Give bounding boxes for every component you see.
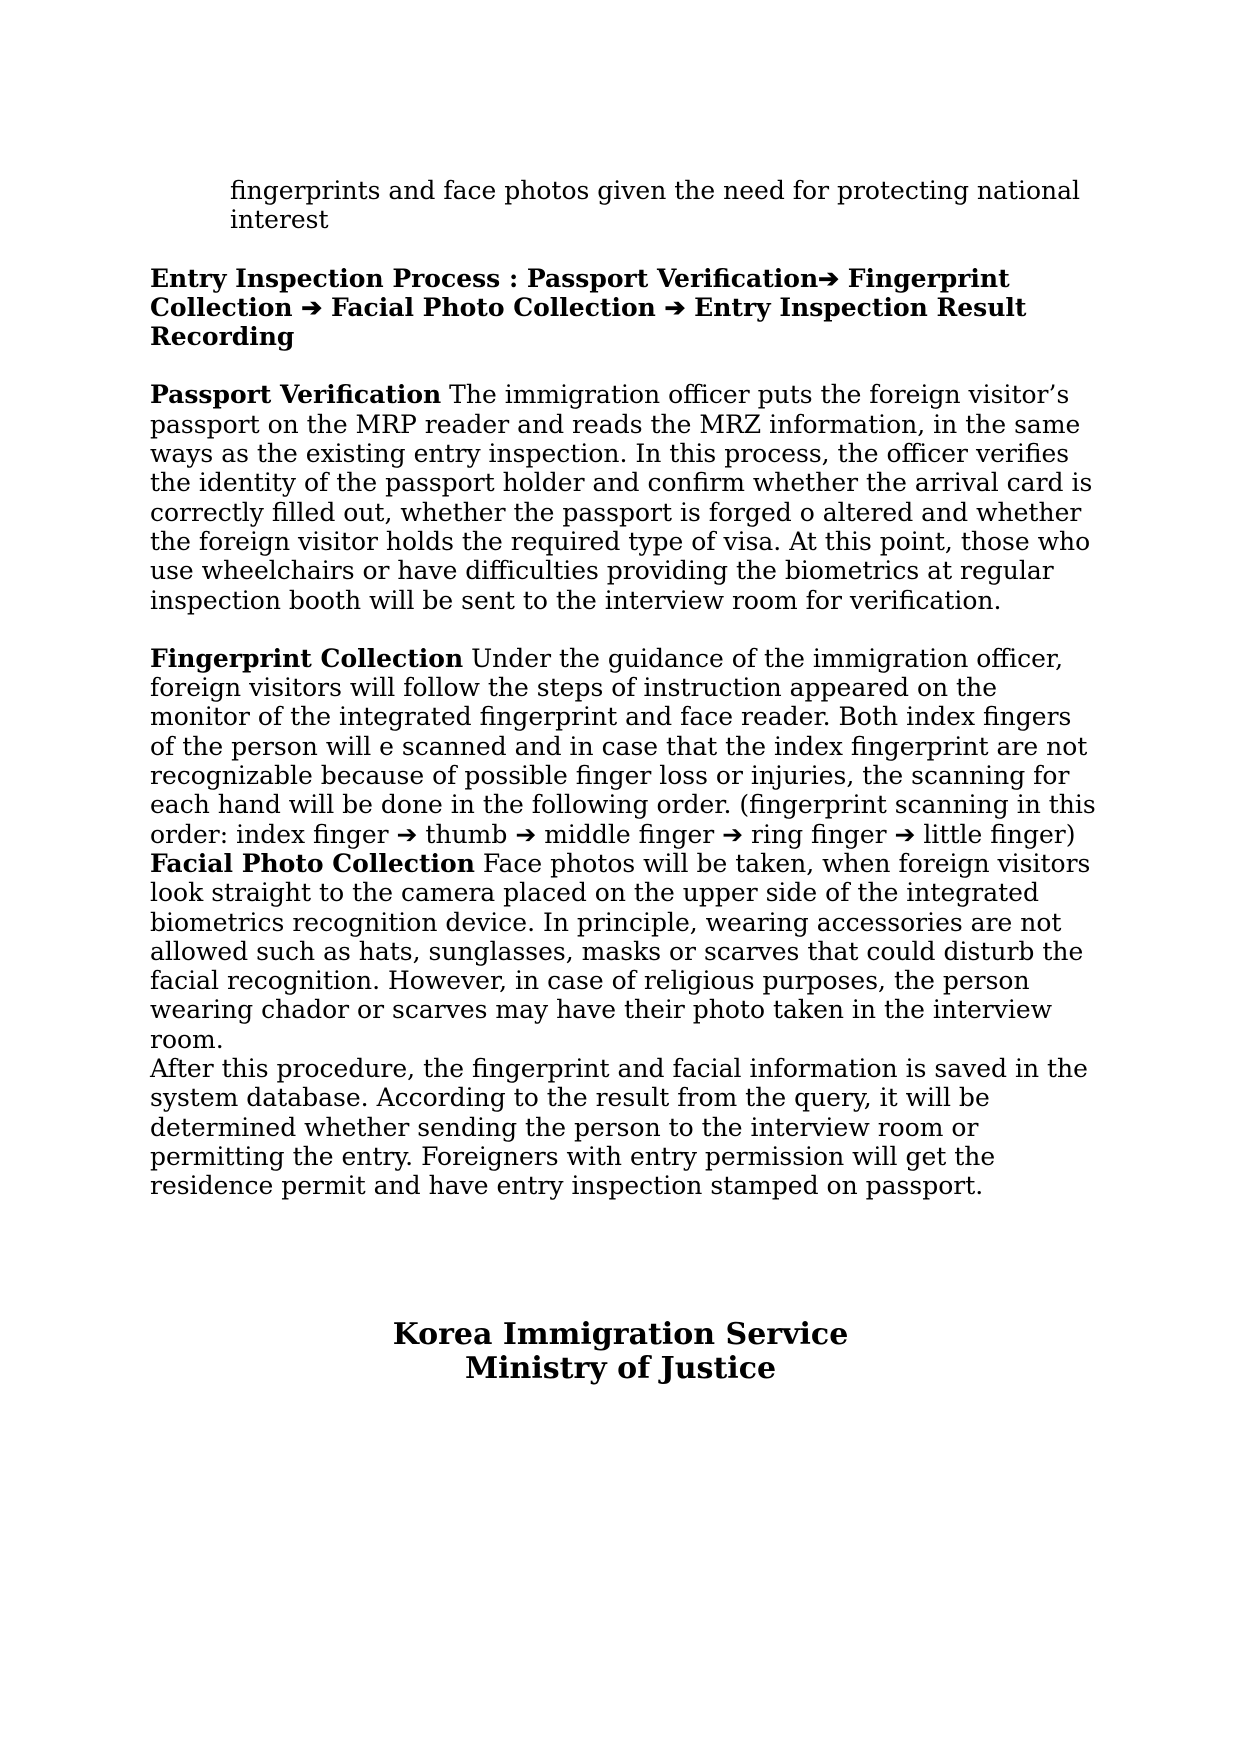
after-procedure-paragraph: After this procedure, the fingerprint and facial information is saved in the system database. According to the result from the query, it will be determined whether sending the person to the interview room or permitting the entry. Foreigners with entry permission will get the residence permit and have entry inspection stamped on passport. bbox=[150, 1054, 1088, 1201]
signature-ministry: Ministry of Justice bbox=[464, 1351, 777, 1386]
facial-photo-collection-term: Facial Photo Collection bbox=[150, 848, 475, 878]
facial-photo-collection-text: Face photos will be taken, when foreign visitors look straight to the camera placed on the upper side of the integrated biometrics recognition device. In principle, wearing accessories are not allowed such as hats, sunglasses, masks or scarves that could disturb the facial recognition. However, in case of religious purposes, the person wearing chador or scarves may have their photo taken in the interview room. bbox=[150, 848, 1091, 1054]
passport-verification-paragraph bbox=[150, 380, 1100, 614]
process-heading: Entry Inspection Process : Passport Verification➔ Fingerprint Collection ➔ Facial Photo Collection ➔ Entry Inspection Result Recording bbox=[150, 263, 1027, 352]
signature-organization: Korea Immigration Service bbox=[392, 1317, 849, 1352]
signature-block bbox=[0, 1318, 1241, 1386]
fingerprint-collection-text: Under the guidance of the immigration officer, foreign visitors will follow the steps of instruction appeared on the monitor of the integrated fingerprint and face reader. Both index fingers of the person will e scanned and in case that the index fingerprint are not recognizable because of possible finger loss or injuries, the scanning for each hand will be done in the following order. (fingerprint scanning in this order: index finger ➔ thumb ➔ middle finger ➔ ring finger ➔ little finger) bbox=[150, 643, 1096, 849]
passport-verification-text: The immigration officer puts the foreign visitor’s passport on the MRP reader and reads the MRZ information, in the same ways as the existing entry inspection. In this process, the officer verifies the identity of the passport holder and confirm whether the arrival card is correctly filled out, whether the passport is forged o altered and whether the foreign visitor holds the required type of visa. At this point, those who use wheelchairs or have difficulties providing the biometrics at regular inspection booth will be sent to the interview room for verification. bbox=[150, 380, 1093, 615]
fingerprint-collection-term: Fingerprint Collection bbox=[150, 643, 464, 673]
facial-photo-collection-paragraph bbox=[150, 849, 1100, 1054]
fingerprint-collection-paragraph bbox=[150, 644, 1100, 849]
continuation-text: fingerprints and face photos given the need for protecting national interest bbox=[230, 176, 1081, 235]
document-body bbox=[150, 176, 1100, 1201]
passport-verification-term: Passport Verification bbox=[150, 380, 442, 410]
